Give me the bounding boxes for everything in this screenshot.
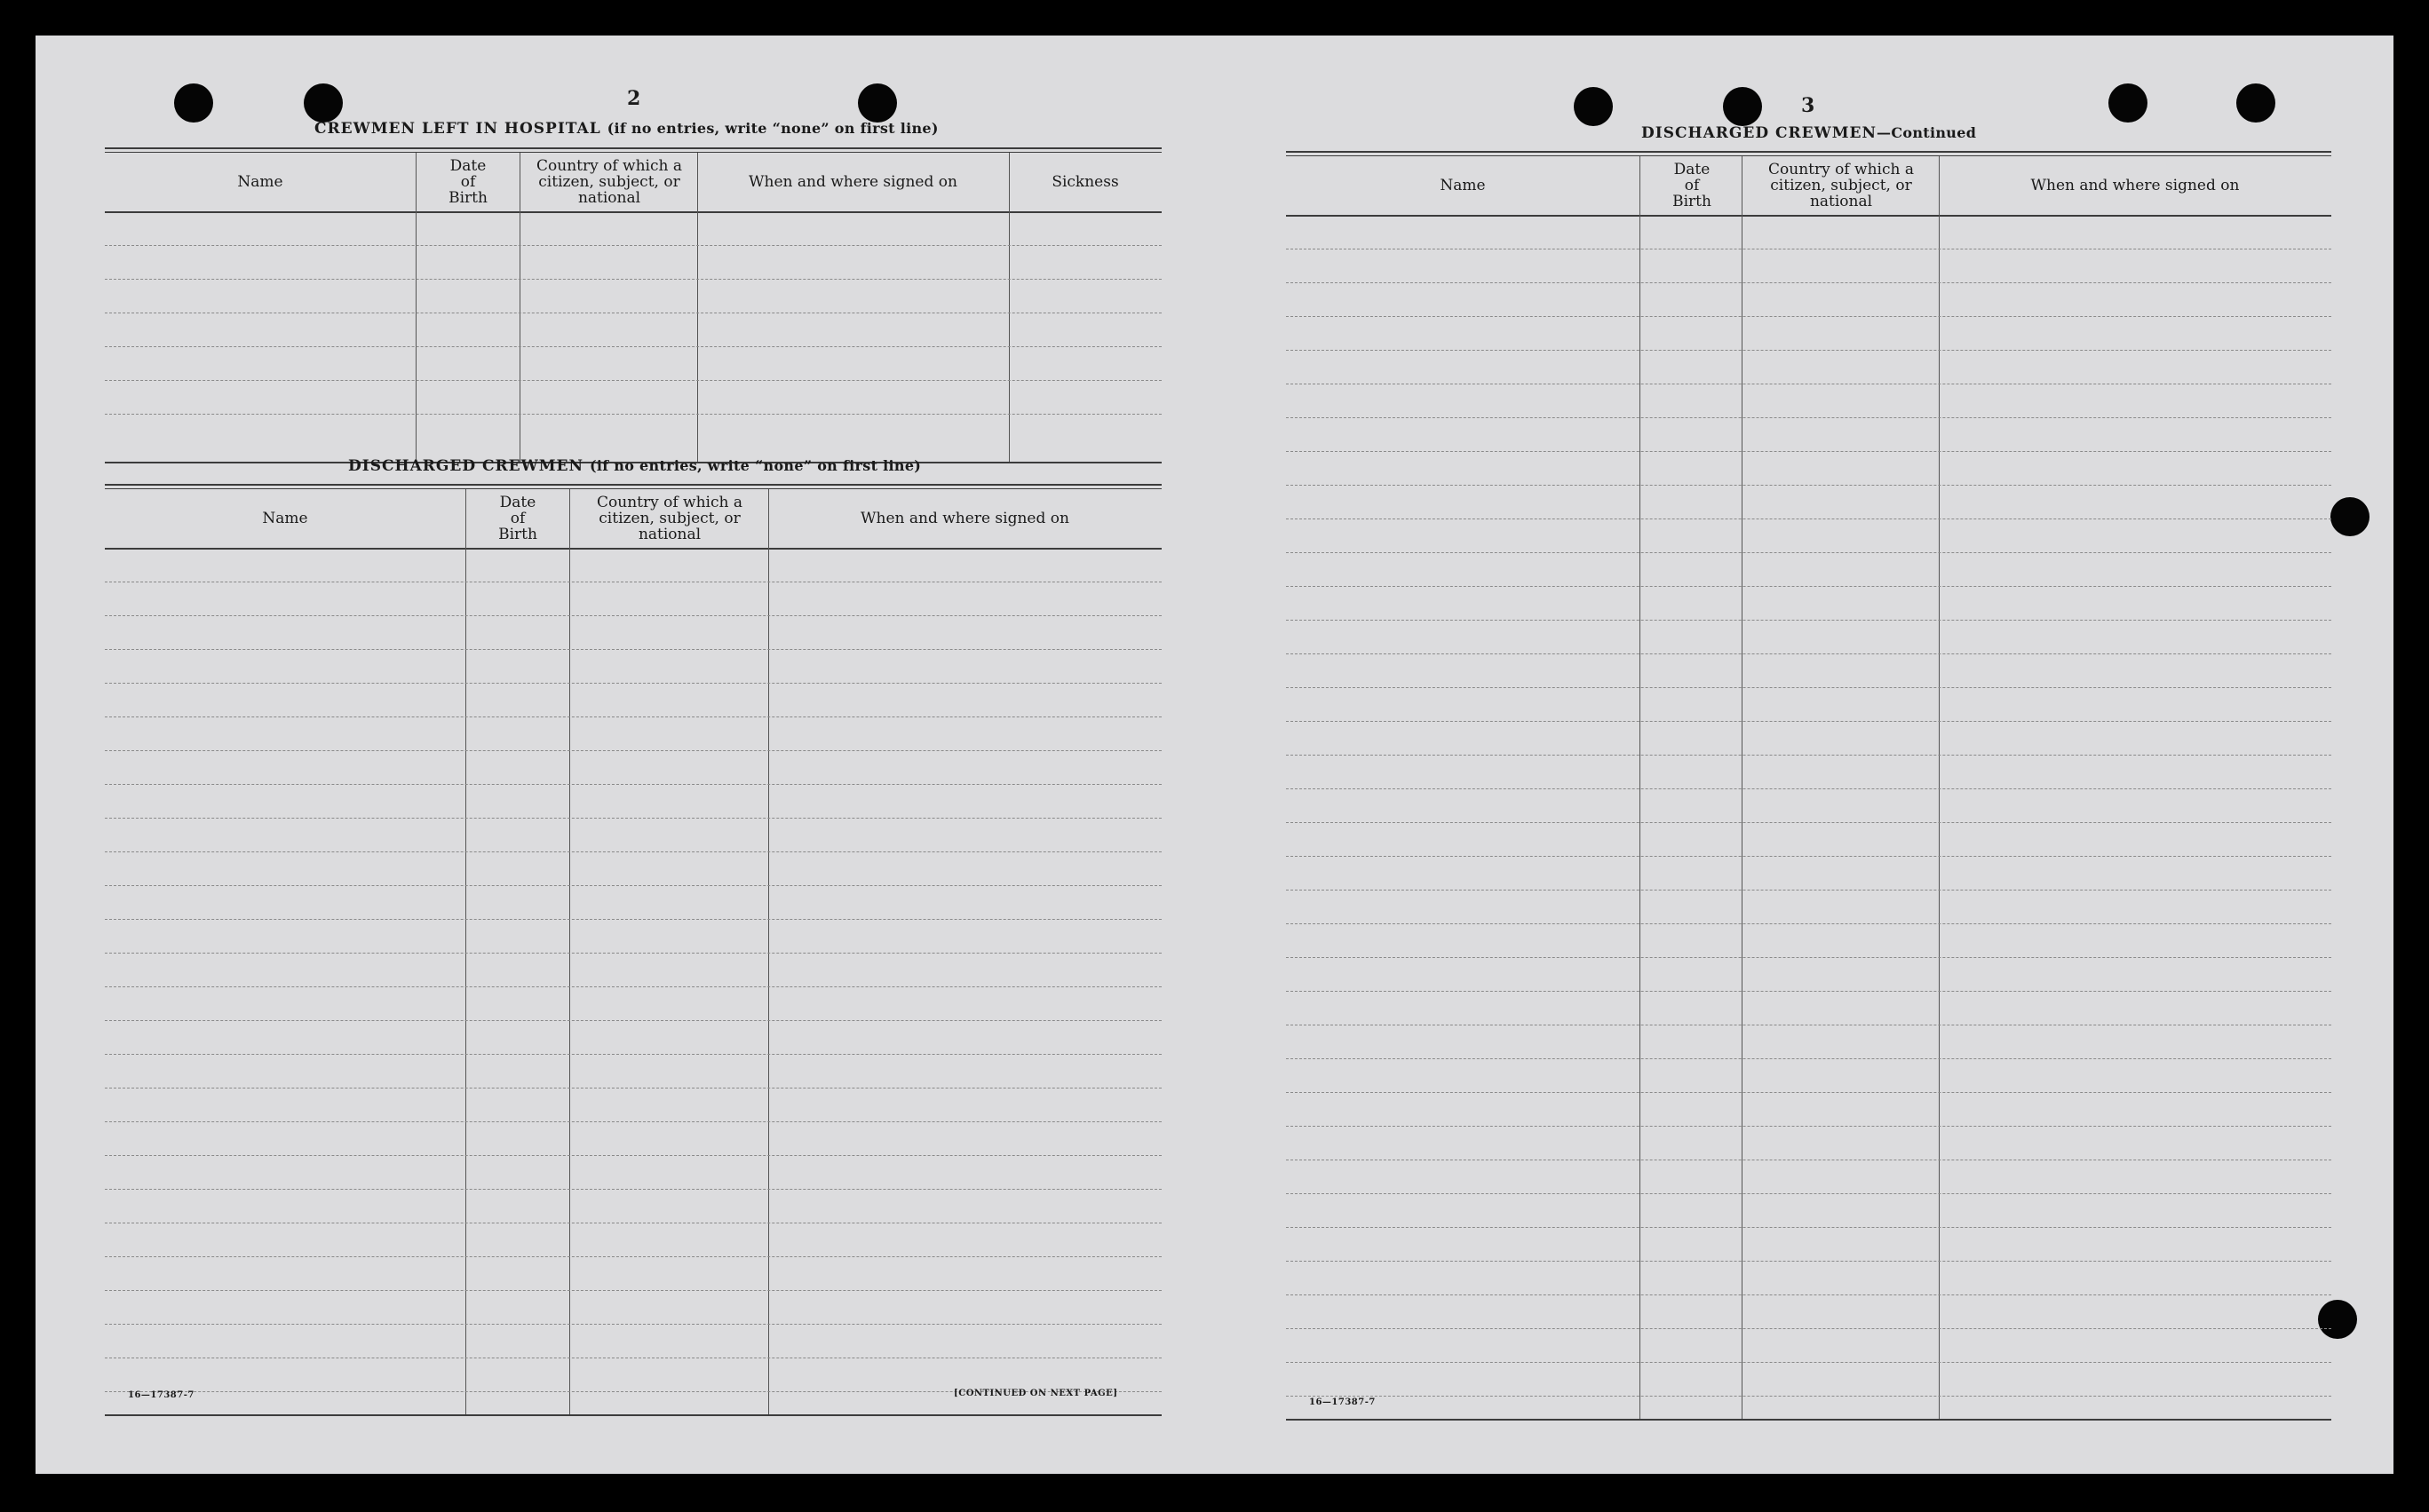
table-row — [105, 919, 1162, 920]
form-number-right: 16—17387-7 — [1309, 1397, 1376, 1407]
discharged-table — [105, 484, 1162, 1416]
table-row — [1286, 957, 2331, 958]
table-row — [1286, 1328, 2331, 1329]
table-row — [1286, 755, 2331, 756]
table-row — [1286, 1126, 2331, 1127]
continued-note: [CONTINUED ON NEXT PAGE] — [954, 1389, 1118, 1398]
table-row — [1286, 350, 2331, 351]
table-row — [105, 750, 1162, 751]
discharged-section-title — [348, 457, 921, 475]
table-row — [105, 414, 1162, 415]
punch-hole — [174, 83, 213, 123]
hospital-section-title — [314, 120, 939, 138]
discharged-continued-title — [1641, 124, 1976, 142]
discharged-continued-title-text: DISCHARGED CREWMEN — [1641, 124, 1877, 142]
table-row — [105, 953, 1162, 954]
punch-hole — [858, 83, 897, 123]
hospital-title-text: CREWMEN LEFT IN HOSPITAL — [314, 120, 601, 138]
punch-hole — [1574, 87, 1613, 126]
punch-hole — [304, 83, 343, 123]
table-row — [105, 784, 1162, 785]
punch-hole — [2330, 497, 2369, 536]
col-header-date-of-birth: Date of Birth — [448, 157, 488, 207]
punch-hole — [2236, 83, 2275, 123]
discharged-title-text: DISCHARGED CREWMEN — [348, 457, 584, 475]
table-row — [1286, 485, 2331, 486]
page-number-left: 2 — [627, 87, 641, 110]
table-row — [1286, 923, 2331, 924]
table-row — [1286, 822, 2331, 823]
table-row — [1286, 316, 2331, 317]
table-row — [105, 346, 1162, 347]
table-row — [105, 851, 1162, 852]
col-header-when-where: When and where signed on — [2030, 177, 2240, 194]
table-row — [1286, 1227, 2331, 1228]
table-row — [105, 818, 1162, 819]
table-row — [105, 1121, 1162, 1122]
table-row — [1286, 451, 2331, 452]
table-row — [1286, 552, 2331, 553]
table-row — [105, 1189, 1162, 1190]
hospital-table — [105, 147, 1162, 463]
table-row — [105, 986, 1162, 987]
table-row — [105, 1020, 1162, 1021]
punch-hole — [2108, 83, 2147, 123]
table-row — [105, 1290, 1162, 1291]
table-row — [1286, 1362, 2331, 1363]
table-row — [105, 1155, 1162, 1156]
table-row — [105, 1256, 1162, 1257]
page-number-right: 3 — [1801, 94, 1815, 117]
form-number-left: 16—17387-7 — [128, 1390, 194, 1400]
col-header-country: Country of which a citizen, subject, or national — [597, 494, 742, 543]
hospital-instruction: (if no entries, write “none” on first line) — [607, 120, 939, 137]
col-header-sickness: Sickness — [1052, 173, 1119, 191]
table-row — [1286, 991, 2331, 992]
table-row — [1286, 417, 2331, 418]
discharged-instruction: (if no entries, write “none” on first line) — [589, 457, 922, 474]
table-row — [1286, 282, 2331, 283]
col-header-country: Country of which a citizen, subject, or national — [1768, 161, 1914, 210]
table-row — [1286, 653, 2331, 654]
col-header-when-where: When and where signed on — [749, 173, 957, 191]
table-row — [105, 885, 1162, 886]
table-row — [1286, 1261, 2331, 1262]
table-row — [1286, 586, 2331, 587]
col-header-country: Country of which a citizen, subject, or national — [536, 157, 682, 207]
form-sheet — [36, 36, 2393, 1474]
table-row — [1286, 788, 2331, 789]
punch-hole — [1723, 87, 1762, 126]
col-header-name: Name — [262, 510, 308, 527]
table-row — [105, 683, 1162, 684]
table-row — [105, 649, 1162, 650]
col-header-when-where: When and where signed on — [861, 510, 1069, 527]
table-row — [105, 245, 1162, 246]
table-row — [1286, 687, 2331, 688]
table-row — [105, 1054, 1162, 1055]
table-row — [1286, 1294, 2331, 1295]
discharged-continued-table — [1286, 151, 2331, 1421]
table-row — [1286, 620, 2331, 621]
table-row — [1286, 1193, 2331, 1194]
table-row — [105, 279, 1162, 280]
table-row — [1286, 856, 2331, 857]
discharged-continued-suffix: —Continued — [1877, 124, 1977, 141]
table-row — [1286, 1396, 2331, 1397]
col-header-name: Name — [237, 173, 283, 191]
table-row — [105, 1324, 1162, 1325]
table-row — [1286, 1058, 2331, 1059]
table-row — [105, 380, 1162, 381]
table-row — [1286, 1092, 2331, 1093]
table-row — [1286, 890, 2331, 891]
col-header-name: Name — [1440, 177, 1486, 194]
table-row — [1286, 721, 2331, 722]
table-row — [105, 615, 1162, 616]
table-row — [105, 716, 1162, 717]
col-header-date-of-birth: Date of Birth — [498, 494, 537, 543]
col-header-date-of-birth: Date of Birth — [1672, 161, 1711, 210]
